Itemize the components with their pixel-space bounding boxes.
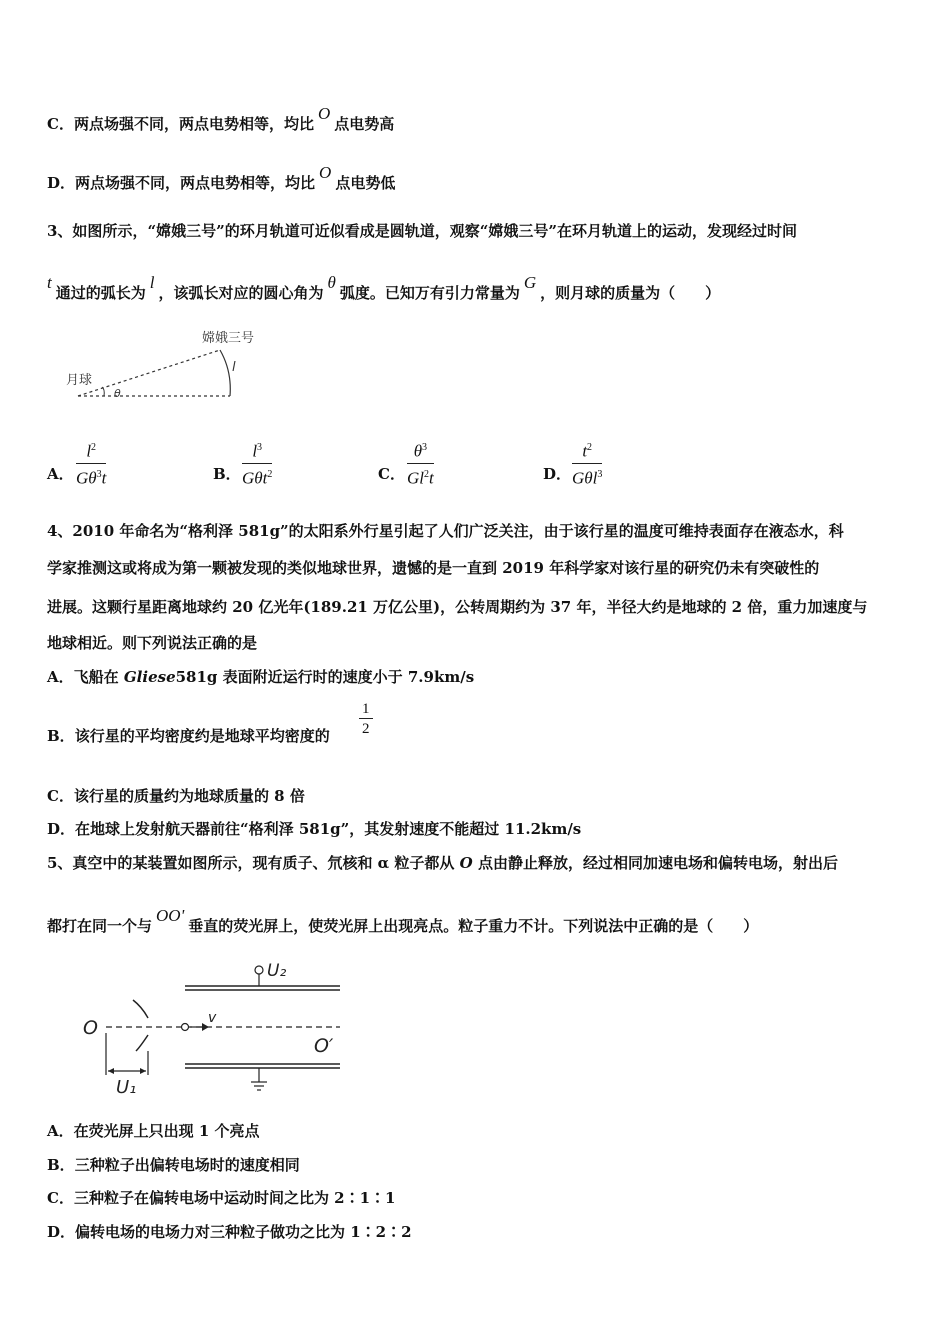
- q5-option-a: A．在荧光屏上只出现 1 个亮点: [47, 1122, 260, 1140]
- angle-label: θ: [114, 387, 121, 400]
- q3-option-c-label: C．: [378, 465, 405, 483]
- oprime-label: O′: [314, 1035, 334, 1057]
- orbit-figure: [60, 325, 280, 405]
- terminal-icon: [255, 966, 263, 974]
- q3-option-d-label: D．: [543, 465, 572, 483]
- q5-option-c: C．三种粒子在偏转电场中运动时间之比为 2∶1∶1: [47, 1189, 396, 1207]
- q5-stem-line2: 都打在同一个与OO'垂直的荧光屏上，使荧光屏上出现亮点。粒子重力不计。下列说法中正确的是（ ）: [47, 906, 759, 935]
- q3-option-b-fraction: $l^3$ Gθt$^2$: [242, 437, 272, 489]
- deflection-figure: [78, 955, 358, 1100]
- q4-option-d: D．在地球上发射航天器前往“格利泽 581g”，其发射速度不能超过 11.2km/s: [47, 820, 582, 838]
- q5-option-d: D．偏转电场的电场力对三种粒子做功之比为 1∶2∶2: [47, 1223, 412, 1241]
- q5-option-b: B．三种粒子出偏转电场时的速度相同: [47, 1156, 300, 1174]
- o-label: O: [83, 1017, 98, 1039]
- arc-label: l: [232, 360, 236, 375]
- q5-stem-line1: 5、真空中的某装置如图所示，现有质子、氘核和 α 粒子都从 O 点由静止释放，经过相同加速电场和偏转电场，射出后: [47, 854, 838, 872]
- q4-option-b-fraction: $\frac{1}{2}$: [359, 700, 373, 739]
- q4-option-b: B．该行星的平均密度约是地球平均密度的: [47, 727, 330, 745]
- q3-stem-line1: 3、如图所示，“嫦娥三号”的环月轨道可近似看成是圆轨道，观察“嫦娥三号”在环月轨道上的运动，发现经过时间: [47, 222, 797, 240]
- moon-label: 月球: [66, 373, 93, 388]
- q4-option-c: C．该行星的质量约为地球质量的 8 倍: [47, 787, 305, 805]
- arc-path: [220, 350, 230, 396]
- q4-option-a: A．飞船在 Gliese581g 表面附近运行时的速度小于 7.9km/s: [47, 668, 475, 686]
- q2-option-c: C．两点场强不同，两点电势相等，均比O点电势高: [47, 104, 395, 133]
- satellite-label: 嫦娥三号: [202, 331, 255, 346]
- q4-stem-line2: 学家推测这或将成为第一颗被发现的类似地球世界，遗憾的是一直到 2019 年科学家对该行星的研究仍未有突破性的: [47, 559, 820, 577]
- u2-label: U₂: [267, 961, 287, 981]
- q3-stem-line2: t通过的弧长为l，该弧长对应的圆心角为θ弧度。已知万有引力常量为G，则月球的质量为（ ）: [47, 273, 721, 302]
- q3-option-d-fraction: $t^2$ Gθl$^3$: [572, 437, 602, 489]
- u1-label: U₁: [116, 1077, 137, 1098]
- q4-stem-line3: 进展。这颗行星距离地球约 20 亿光年(189.21 万亿公里)，公转周期约为 37 年，半径大约是地球的 2 倍，重力加速度与: [47, 598, 868, 616]
- q3-option-a-fraction: $\frac{l^2}{G\theta^3t}$: [76, 437, 106, 489]
- q4-stem-line1: 4、2010 年命名为“格利泽 581g”的太阳系外行星引起了人们广泛关注，由于该行星的温度可维持表面存在液态水，科: [47, 522, 844, 540]
- q3-option-a-label: A．: [47, 465, 74, 483]
- v-label: v: [208, 1010, 217, 1026]
- q3-option-b-label: B．: [213, 465, 241, 483]
- q3-option-c-fraction: $\frac{\theta^3}{Gl^2t}$: [407, 437, 434, 489]
- q2-option-d: D．两点场强不同，两点电势相等，均比O点电势低: [47, 163, 396, 192]
- radius-line-2: [78, 350, 220, 396]
- q4-stem-line4: 地球相近。则下列说法正确的是: [47, 634, 258, 652]
